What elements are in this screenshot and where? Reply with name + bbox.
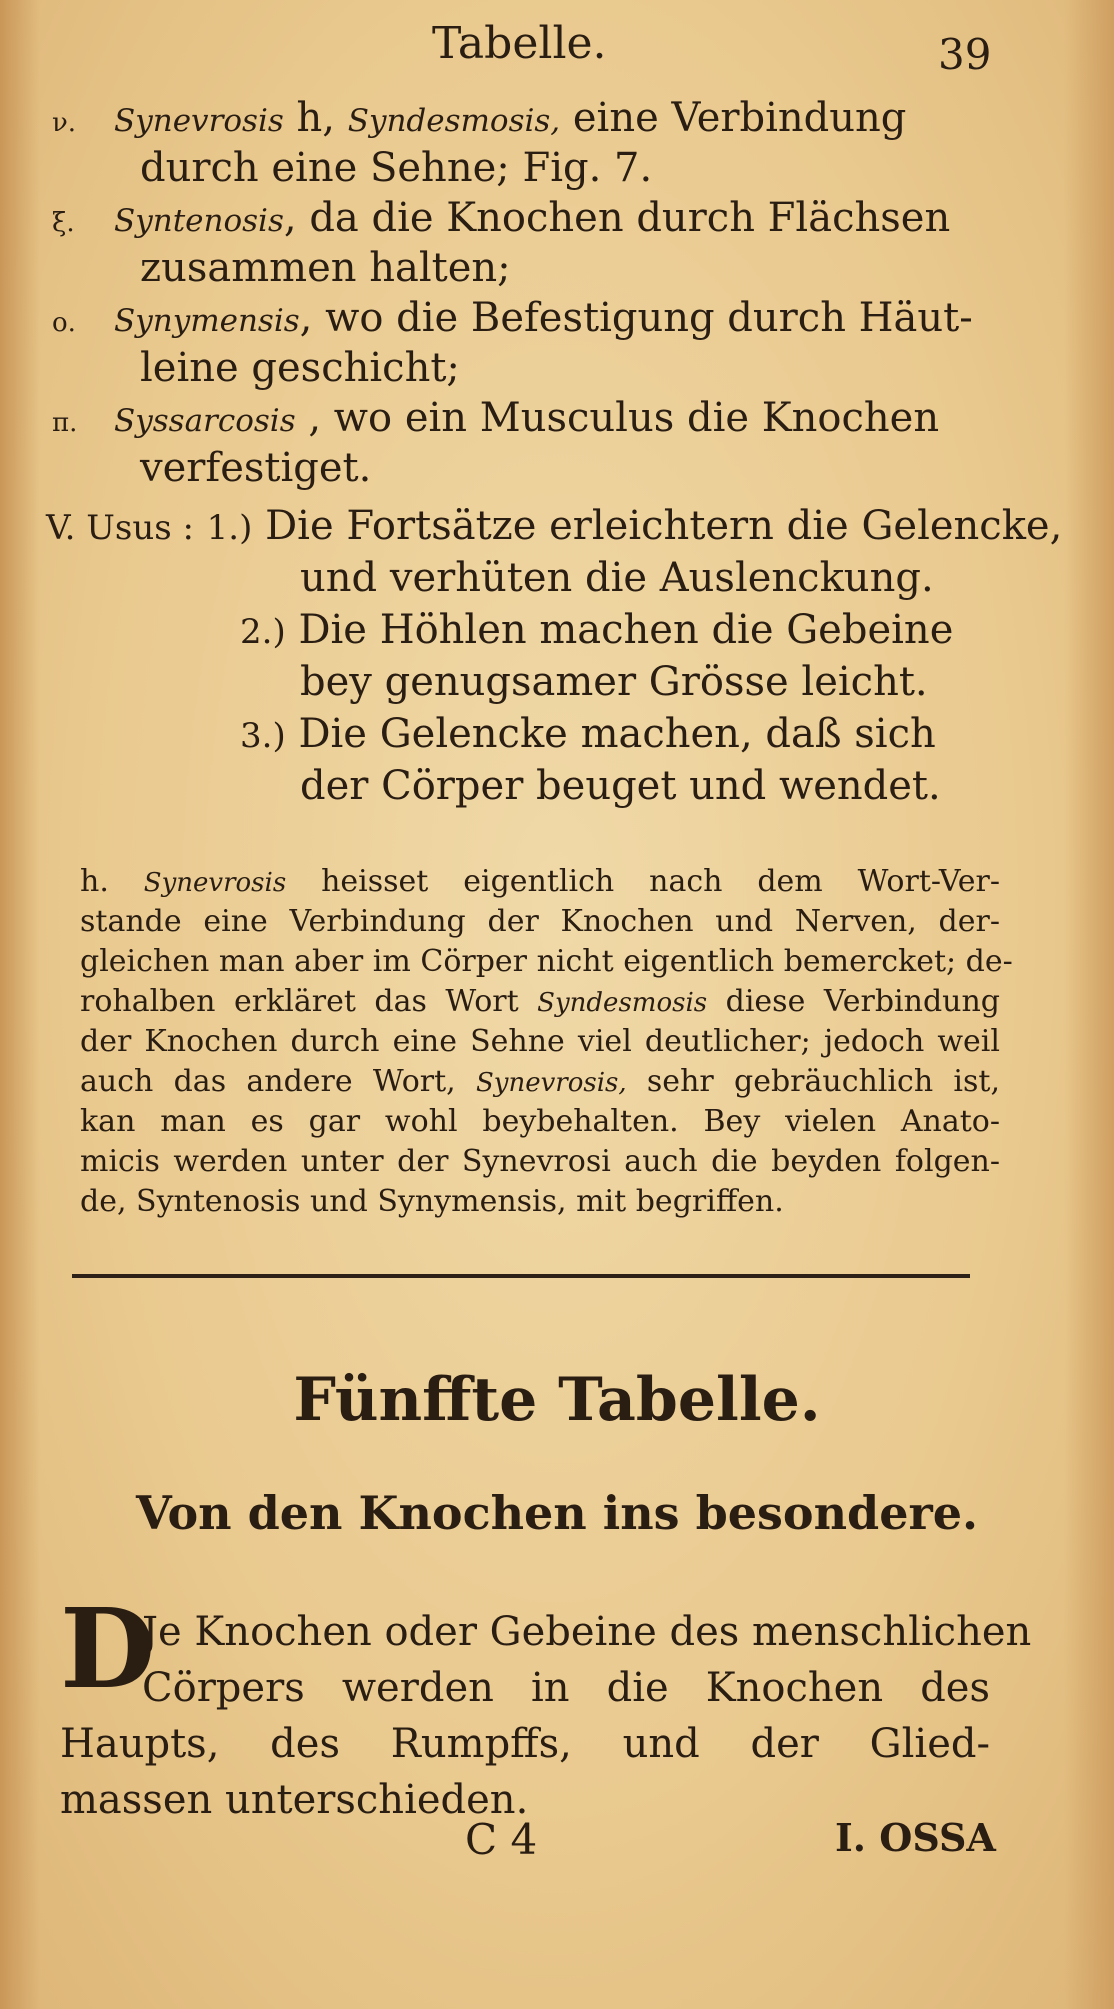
- intro-line: massen unterschieden.: [60, 1777, 529, 1823]
- usus-point-1-continuation: und verhüten die Auslenckung.: [300, 555, 934, 601]
- section-title: Fünffte Tabelle.: [293, 1365, 821, 1435]
- item-text: eine Verbindung: [560, 95, 907, 141]
- footnote-line: gleichen man aber im Cörper nicht eigentlich bemercket; de-: [80, 944, 1013, 979]
- list-item-continuation: leine geschicht;: [140, 345, 460, 391]
- greek-mark: π.: [52, 408, 78, 438]
- footnote-line: der Knochen durch eine Sehne viel deutlicher; jedoch weil: [80, 1024, 1000, 1059]
- footnote: [80, 862, 1013, 1222]
- latin-term: Synymensis: [114, 303, 300, 339]
- footnote-line: [80, 982, 1000, 1022]
- page-edge-shadow-left: [0, 0, 40, 2009]
- footnote-line: stande eine Verbindung der Knochen und Nerven, der-: [80, 904, 1000, 939]
- list-item-continuation: durch eine Sehne; Fig. 7.: [140, 145, 653, 191]
- usus-point-2-continuation: bey genugsamer Grösse leicht.: [300, 659, 928, 705]
- latin-term: Syndesmosis,: [347, 103, 561, 139]
- latin-term: Synevrosis: [114, 103, 284, 139]
- usus-point-1: [46, 500, 1062, 554]
- usus-label: V. Usus :: [46, 508, 194, 548]
- latin-term: Syntenosis: [114, 203, 284, 239]
- item-text: , wo ein Musculus die Knochen: [295, 395, 940, 441]
- latin-term: Syndesmosis: [537, 988, 708, 1018]
- list-item-syntenosis: [52, 192, 950, 249]
- footnote-line: kan man es gar wohl beybehalten. Bey vielen Anato-: [80, 1104, 1000, 1139]
- list-item-synymensis: [52, 292, 973, 349]
- page-number: 39: [938, 30, 992, 79]
- list-item-syssarcosis: [52, 392, 939, 449]
- greek-mark: ν.: [52, 108, 77, 138]
- list-item-synevrosis: [52, 92, 906, 149]
- usus-point-2: [240, 604, 953, 658]
- usus-number: 1.): [206, 508, 253, 548]
- signature-mark: C 4: [465, 1815, 538, 1864]
- footnote-text: auch das andere Wort,: [80, 1064, 476, 1099]
- intro-line: Je Knochen oder Gebeine des menschlichen: [142, 1609, 1032, 1655]
- footnote-ref: h,: [283, 95, 348, 141]
- usus-text: Die Gelencke machen, daß sich: [298, 711, 936, 757]
- footnote-line: micis werden unter der Synevrosi auch die beyden folgen-: [80, 1144, 1000, 1179]
- greek-mark: ο.: [52, 308, 76, 338]
- usus-number: 2.): [240, 612, 286, 652]
- section-subtitle: Von den Knochen ins besondere.: [135, 1486, 978, 1540]
- list-item-continuation: zusammen halten;: [140, 245, 511, 291]
- section-divider: [72, 1274, 970, 1278]
- item-text: , da die Knochen durch Flächsen: [283, 195, 951, 241]
- footnote-text: rohalben erkläret das Wort: [80, 984, 538, 1019]
- usus-number: 3.): [240, 716, 286, 756]
- usus-point-3-continuation: der Cörper beuget und wendet.: [300, 763, 941, 809]
- footnote-line: [80, 862, 1000, 902]
- footnote-line: de, Syntenosis und Synymensis, mit begriffen.: [80, 1184, 784, 1219]
- footnote-mark: h.: [80, 864, 144, 899]
- footnote-text: diese Verbindung: [707, 984, 1001, 1019]
- catchword: I. OSSA: [835, 1815, 996, 1860]
- intro-paragraph: [60, 1584, 1032, 1828]
- footnote-text: heisset eigentlich nach dem Wort-Ver-: [286, 864, 1000, 899]
- latin-term: Synevrosis: [143, 868, 287, 898]
- usus-point-3: [240, 708, 936, 762]
- drop-capital: D: [60, 1584, 156, 1713]
- item-text: , wo die Befestigung durch Häut-: [299, 295, 973, 341]
- list-item-continuation: verfestiget.: [140, 445, 372, 491]
- page-edge-shadow-right: [1064, 0, 1114, 2009]
- intro-line: Cörpers werden in die Knochen des: [142, 1665, 990, 1711]
- usus-text: Die Fortsätze erleichtern die Gelencke,: [265, 503, 1063, 549]
- greek-mark: ξ.: [52, 208, 75, 238]
- usus-text: Die Höhlen machen die Gebeine: [298, 607, 954, 653]
- intro-line: Haupts, des Rumpffs, und der Glied-: [60, 1721, 990, 1767]
- running-head: Tabelle.: [432, 18, 607, 69]
- latin-term: Syssarcosis: [114, 403, 296, 439]
- latin-term: Synevrosis,: [475, 1068, 627, 1098]
- footnote-line: [80, 1062, 1000, 1102]
- footnote-text: sehr gebräuchlich ist,: [626, 1064, 1000, 1099]
